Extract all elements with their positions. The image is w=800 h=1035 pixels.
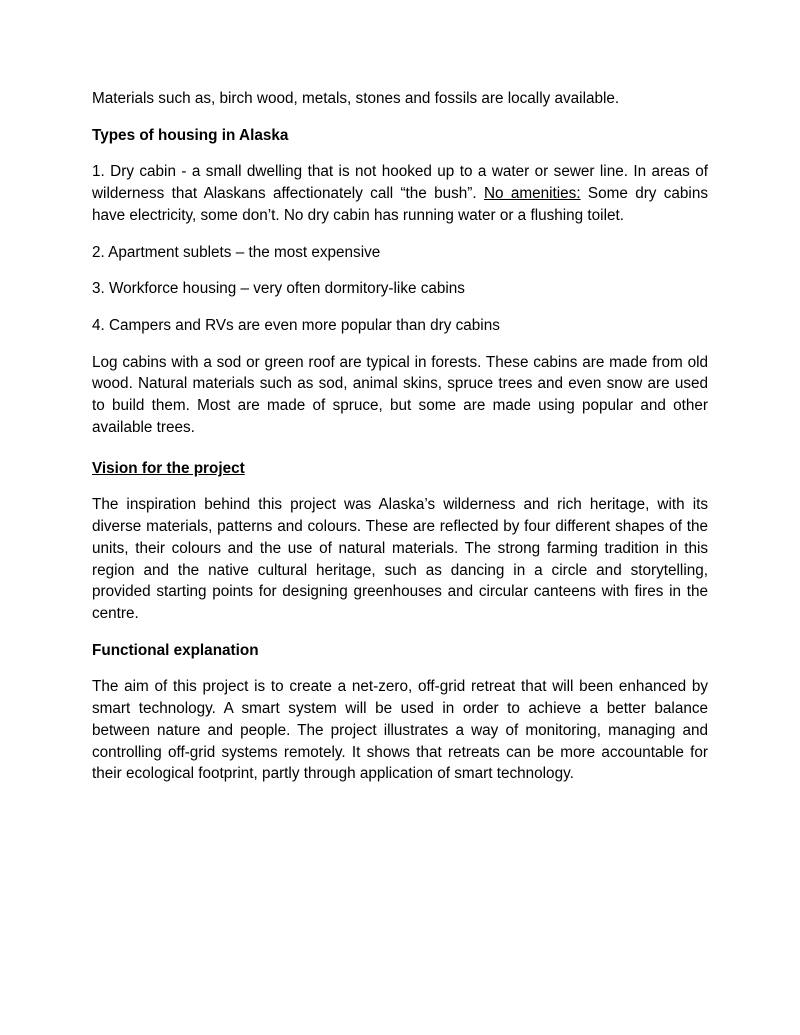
- run-underline-no-amenities: No amenities:: [483, 185, 581, 203]
- paragraph-vision: The inspiration behind this project was Alaska’s wilderness and rich heritage, with its diverse materials, patterns and colours. These are reflected by four different shapes of the units, their colours and the use of natural materials. The strong farming tradition in this region and the native cultural heritage, such as dancing in a circle and storytelling, provided starting points for designing greenhouses and circular canteens with fires in the centre.: [92, 496, 708, 622]
- paragraph-log-cabins: Log cabins with a sod or green roof are typical in forests. These cabins are made from old wood. Natural materials such as sod, animal skins, spruce trees and even snow are used to build them. Most are made of spruce, but some are made using popular and other available trees.: [92, 353, 708, 436]
- paragraph-intro-materials: Materials such as, birch wood, metals, stones and fossils are locally available.: [92, 90, 620, 107]
- paragraph-functional-explanation: The aim of this project is to create a net-zero, off-grid retreat that will been enhanced by smart technology. A smart system will be used in order to achieve a better balance between nature and people. The project illustrates a way of monitoring, managing and controlling off-grid systems remotely. It shows that retreats can be more accountable for their ecological footprint, partly through application of smart technology.: [92, 678, 708, 783]
- document-body: [92, 88, 708, 785]
- paragraph-item-1-dry-cabin: [92, 161, 708, 226]
- paragraph-item-3-workforce-housing: 3. Workforce housing – very often dormitory-like cabins: [92, 280, 465, 298]
- heading-functional-explanation: Functional explanation: [92, 641, 259, 659]
- run-plain-2: Some dry cabins have electricity, some don’t. No dry cabin has running water or a flushing toilet.: [92, 185, 708, 224]
- paragraph-item-4-campers-rvs: 4. Campers and RVs are even more popular than dry cabins: [92, 317, 500, 335]
- heading-vision-for-the-project: Vision for the project: [92, 459, 245, 477]
- paragraph-item-2-apartment-sublets: 2. Apartment sublets – the most expensive: [92, 243, 381, 261]
- spacer: [92, 450, 708, 458]
- run-plain-1: 1. Dry cabin - a small dwelling that is not hooked up to a water or sewer line. In areas of wilderness that Alaskans affectionately call “the bush”.: [92, 163, 708, 203]
- heading-types-of-housing: Types of housing in Alaska: [92, 126, 289, 144]
